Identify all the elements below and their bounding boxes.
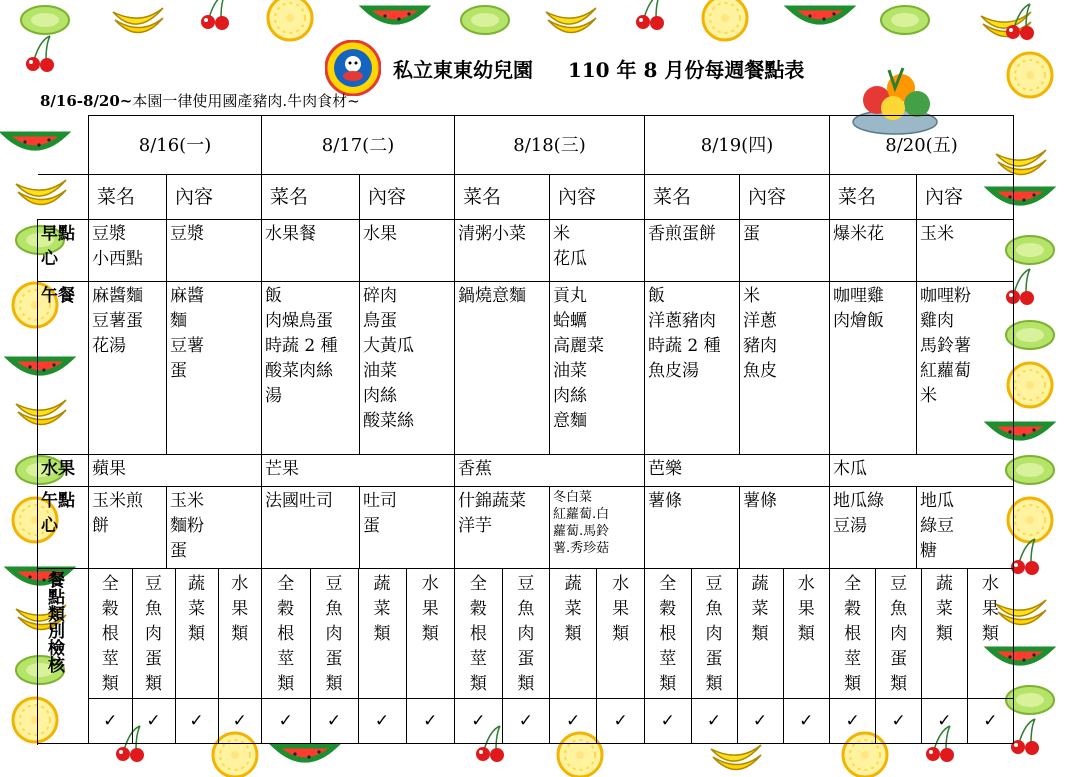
food-category: 豆 魚 肉 蛋 類 bbox=[691, 569, 737, 699]
menu-cell: 貢丸 蛤蠣 高麗菜 油菜 肉絲 意麵 bbox=[550, 282, 645, 455]
check-mark: ✓ bbox=[132, 699, 175, 743]
menu-cell: 麻醬 麵 豆薯 蛋 bbox=[167, 282, 262, 455]
food-category: 全 穀 根 莖 類 bbox=[645, 569, 691, 699]
food-category: 全 穀 根 莖 類 bbox=[89, 569, 132, 699]
check-mark: ✓ bbox=[550, 699, 597, 743]
check-mark: ✓ bbox=[645, 699, 691, 743]
check-mark: ✓ bbox=[967, 699, 1013, 743]
fruit-cell: 芒果 bbox=[262, 455, 455, 487]
food-category: 全 穀 根 莖 類 bbox=[262, 569, 310, 699]
day-header: 8/18(三) bbox=[455, 116, 645, 175]
check-subtable bbox=[645, 569, 829, 743]
content-header: 內容 bbox=[740, 175, 830, 220]
check-subtable bbox=[455, 569, 644, 743]
dish-header: 菜名 bbox=[262, 175, 360, 220]
food-category: 水 果 類 bbox=[218, 569, 261, 699]
menu-cell: 米 花瓜 bbox=[550, 220, 645, 282]
fruit-cell: 蘋果 bbox=[89, 455, 262, 487]
menu-cell: 麻醬麵 豆薯蛋 花湯 bbox=[89, 282, 167, 455]
food-category: 蔬 菜 類 bbox=[737, 569, 783, 699]
week-range: 8/16-8/20~ bbox=[40, 92, 133, 110]
check-mark: ✓ bbox=[922, 699, 968, 743]
check-mark: ✓ bbox=[218, 699, 261, 743]
school-logo-icon bbox=[325, 40, 381, 96]
row-label-fruit: 水果 bbox=[38, 455, 89, 487]
menu-cell: 吐司 蛋 bbox=[360, 487, 455, 569]
column-header-row bbox=[38, 175, 1014, 220]
check-mark: ✓ bbox=[175, 699, 218, 743]
fruit-cell: 木瓜 bbox=[830, 455, 1014, 487]
food-category: 豆 魚 肉 蛋 類 bbox=[132, 569, 175, 699]
food-category: 豆 魚 肉 蛋 類 bbox=[502, 569, 549, 699]
check-group bbox=[645, 569, 830, 744]
check-group bbox=[89, 569, 262, 744]
header bbox=[325, 38, 804, 98]
menu-cell: 地瓜 綠豆 糖 bbox=[917, 487, 1014, 569]
food-category: 水 果 類 bbox=[967, 569, 1013, 699]
food-category: 水 果 類 bbox=[597, 569, 644, 699]
menu-cell: 薯條 bbox=[740, 487, 830, 569]
check-mark: ✓ bbox=[262, 699, 310, 743]
food-category: 蔬 菜 類 bbox=[358, 569, 406, 699]
dish-header: 菜名 bbox=[455, 175, 550, 220]
check-category-row bbox=[38, 569, 1014, 744]
menu-cell: 蛋 bbox=[740, 220, 830, 282]
menu-cell: 鍋燒意麵 bbox=[455, 282, 550, 455]
content-header: 內容 bbox=[167, 175, 262, 220]
check-mark: ✓ bbox=[876, 699, 922, 743]
page-title: 私立東東幼兒園 110 年 8 月份每週餐點表 bbox=[393, 57, 805, 82]
check-mark: ✓ bbox=[358, 699, 406, 743]
row-label-lunch: 午餐 bbox=[38, 282, 89, 455]
food-category: 蔬 菜 類 bbox=[175, 569, 218, 699]
check-mark: ✓ bbox=[597, 699, 644, 743]
fruit-cell: 香蕉 bbox=[455, 455, 645, 487]
menu-cell: 玉米 bbox=[917, 220, 1014, 282]
food-category: 全 穀 根 莖 類 bbox=[830, 569, 876, 699]
lunch-row bbox=[38, 282, 1014, 455]
dish-header: 菜名 bbox=[830, 175, 917, 220]
check-mark: ✓ bbox=[89, 699, 132, 743]
content-header: 內容 bbox=[360, 175, 455, 220]
menu-cell: 碎肉 鳥蛋 大黃瓜 油菜 肉絲 酸菜絲 bbox=[360, 282, 455, 455]
pork-beef-notice: 本園一律使用國產豬肉.牛肉食材~ bbox=[132, 92, 360, 110]
snack-row bbox=[38, 487, 1014, 569]
menu-cell: 米 洋蔥 豬肉 魚皮 bbox=[740, 282, 830, 455]
row-label-check: 餐點類別檢核 bbox=[38, 569, 89, 744]
menu-cell: 咖哩雞 肉燴飯 bbox=[830, 282, 917, 455]
content-header: 內容 bbox=[550, 175, 645, 220]
dish-header: 菜名 bbox=[645, 175, 740, 220]
check-mark: ✓ bbox=[691, 699, 737, 743]
check-mark: ✓ bbox=[310, 699, 358, 743]
menu-cell: 什錦蔬菜 洋芋 bbox=[455, 487, 550, 569]
dish-header: 菜名 bbox=[89, 175, 167, 220]
fruit-cell: 芭樂 bbox=[645, 455, 830, 487]
food-category: 豆 魚 肉 蛋 類 bbox=[876, 569, 922, 699]
food-category: 蔬 菜 類 bbox=[550, 569, 597, 699]
row-label-snack: 午點心 bbox=[38, 487, 89, 569]
menu-cell: 豆漿 小西點 bbox=[89, 220, 167, 282]
check-mark: ✓ bbox=[502, 699, 549, 743]
food-category: 豆 魚 肉 蛋 類 bbox=[310, 569, 358, 699]
check-subtable bbox=[89, 569, 261, 743]
menu-cell: 薯條 bbox=[645, 487, 740, 569]
day-header: 8/20(五) bbox=[830, 116, 1014, 175]
menu-cell: 爆米花 bbox=[830, 220, 917, 282]
corner-cell bbox=[38, 116, 89, 175]
menu-cell: 玉米煎 餅 bbox=[89, 487, 167, 569]
food-category: 蔬 菜 類 bbox=[922, 569, 968, 699]
check-subtable bbox=[830, 569, 1013, 743]
menu-cell: 玉米 麵粉 蛋 bbox=[167, 487, 262, 569]
menu-cell: 豆漿 bbox=[167, 220, 262, 282]
breakfast-row bbox=[38, 220, 1014, 282]
check-subtable bbox=[262, 569, 454, 743]
menu-cell: 水果 bbox=[360, 220, 455, 282]
menu-cell: 冬白菜 紅蘿蔔.白 蘿蔔.馬鈴 薯.秀珍菇 bbox=[550, 487, 645, 569]
menu-cell: 飯 洋蔥豬肉 時蔬 2 種 魚皮湯 bbox=[645, 282, 740, 455]
check-group bbox=[455, 569, 645, 744]
row-label-breakfast: 早點心 bbox=[38, 220, 89, 282]
day-header-row bbox=[38, 116, 1014, 175]
menu-cell: 清粥小菜 bbox=[455, 220, 550, 282]
check-mark: ✓ bbox=[737, 699, 783, 743]
check-group bbox=[830, 569, 1014, 744]
day-header: 8/17(二) bbox=[262, 116, 455, 175]
menu-cell: 飯 肉燥鳥蛋 時蔬 2 種 酸菜肉絲 湯 bbox=[262, 282, 360, 455]
check-mark: ✓ bbox=[830, 699, 876, 743]
content-header: 內容 bbox=[917, 175, 1014, 220]
menu-cell: 香煎蛋餅 bbox=[645, 220, 740, 282]
check-mark: ✓ bbox=[406, 699, 454, 743]
menu-cell: 水果餐 bbox=[262, 220, 360, 282]
menu-cell: 法國吐司 bbox=[262, 487, 360, 569]
week-notice bbox=[40, 90, 360, 111]
check-mark: ✓ bbox=[783, 699, 829, 743]
menu-cell: 地瓜綠 豆湯 bbox=[830, 487, 917, 569]
food-category: 水 果 類 bbox=[406, 569, 454, 699]
check-group bbox=[262, 569, 455, 744]
day-header: 8/16(一) bbox=[89, 116, 262, 175]
food-category: 水 果 類 bbox=[783, 569, 829, 699]
check-mark: ✓ bbox=[455, 699, 502, 743]
fruit-row bbox=[38, 455, 1014, 487]
day-header: 8/19(四) bbox=[645, 116, 830, 175]
menu-cell: 咖哩粉 雞肉 馬鈴薯 紅蘿蔔 米 bbox=[917, 282, 1014, 455]
corner-cell bbox=[38, 175, 89, 220]
weekly-menu-table bbox=[37, 115, 1014, 744]
food-category: 全 穀 根 莖 類 bbox=[455, 569, 502, 699]
